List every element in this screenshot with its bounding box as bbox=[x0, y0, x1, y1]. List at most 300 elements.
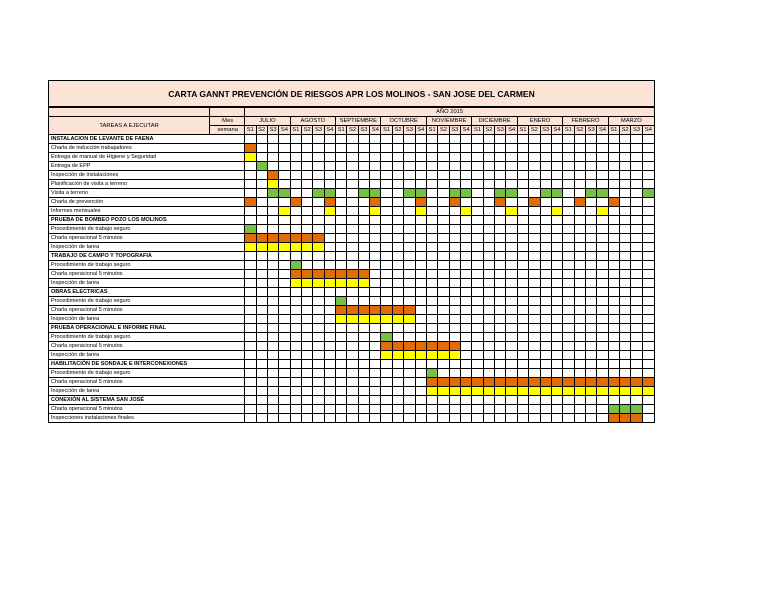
gantt-cell bbox=[551, 216, 562, 225]
gantt-cell bbox=[483, 162, 494, 171]
gantt-cell bbox=[358, 198, 369, 207]
gantt-cell bbox=[461, 252, 472, 261]
gantt-cell bbox=[574, 189, 585, 198]
gantt-cell bbox=[563, 189, 574, 198]
gantt-cell bbox=[381, 198, 392, 207]
gantt-cell bbox=[301, 360, 312, 369]
gantt-cell bbox=[256, 378, 267, 387]
section-title: TRABAJO DE CAMPO Y TOPOGRAFIA bbox=[49, 252, 245, 261]
gantt-cell bbox=[574, 207, 585, 216]
gantt-cell bbox=[313, 144, 324, 153]
gantt-cell bbox=[290, 405, 301, 414]
task-label: Charla operacional 5 minutos bbox=[49, 306, 245, 315]
gantt-cell bbox=[279, 207, 290, 216]
gantt-cell bbox=[404, 360, 415, 369]
gantt-cell bbox=[347, 252, 358, 261]
gantt-cell bbox=[438, 351, 449, 360]
gantt-table bbox=[48, 107, 655, 423]
gantt-cell bbox=[461, 288, 472, 297]
gantt-cell bbox=[597, 342, 608, 351]
gantt-cell bbox=[267, 162, 278, 171]
gantt-cell bbox=[415, 405, 426, 414]
gantt-cell bbox=[642, 252, 654, 261]
gantt-cell bbox=[290, 135, 301, 144]
gantt-cell bbox=[313, 306, 324, 315]
gantt-cell bbox=[392, 225, 403, 234]
gantt-cell bbox=[256, 324, 267, 333]
week-header: S4 bbox=[324, 126, 335, 135]
gantt-cell bbox=[472, 144, 483, 153]
gantt-cell bbox=[563, 216, 574, 225]
gantt-cell bbox=[472, 243, 483, 252]
gantt-cell bbox=[392, 306, 403, 315]
gantt-cell bbox=[574, 405, 585, 414]
gantt-cell bbox=[608, 306, 619, 315]
gantt-cell bbox=[540, 198, 551, 207]
gantt-cell bbox=[483, 234, 494, 243]
gantt-cell bbox=[426, 261, 437, 270]
gantt-cell bbox=[563, 351, 574, 360]
gantt-cell bbox=[551, 405, 562, 414]
gantt-cell bbox=[370, 378, 381, 387]
gantt-cell bbox=[642, 216, 654, 225]
gantt-cell bbox=[336, 180, 347, 189]
gantt-cell bbox=[483, 333, 494, 342]
gantt-cell bbox=[574, 180, 585, 189]
gantt-cell bbox=[608, 369, 619, 378]
gantt-cell bbox=[529, 342, 540, 351]
gantt-cell bbox=[267, 360, 278, 369]
week-header: S1 bbox=[290, 126, 301, 135]
gantt-cell bbox=[381, 144, 392, 153]
gantt-cell bbox=[245, 198, 256, 207]
gantt-cell bbox=[358, 288, 369, 297]
gantt-cell bbox=[336, 414, 347, 423]
gantt-cell bbox=[620, 414, 631, 423]
gantt-cell bbox=[574, 360, 585, 369]
gantt-cell bbox=[324, 135, 335, 144]
gantt-cell bbox=[313, 333, 324, 342]
gantt-cell bbox=[472, 198, 483, 207]
gantt-cell bbox=[540, 288, 551, 297]
gantt-cell bbox=[336, 387, 347, 396]
gantt-cell bbox=[256, 342, 267, 351]
gantt-cell bbox=[495, 378, 506, 387]
gantt-cell bbox=[256, 234, 267, 243]
gantt-cell bbox=[267, 387, 278, 396]
gantt-cell bbox=[347, 369, 358, 378]
gantt-cell bbox=[608, 351, 619, 360]
gantt-cell bbox=[256, 315, 267, 324]
gantt-cell bbox=[358, 261, 369, 270]
gantt-cell bbox=[256, 153, 267, 162]
gantt-cell bbox=[517, 153, 528, 162]
task-row bbox=[49, 405, 655, 414]
gantt-cell bbox=[267, 144, 278, 153]
gantt-cell bbox=[313, 387, 324, 396]
gantt-cell bbox=[483, 306, 494, 315]
gantt-cell bbox=[301, 180, 312, 189]
gantt-cell bbox=[290, 144, 301, 153]
gantt-cell bbox=[336, 261, 347, 270]
gantt-cell bbox=[279, 333, 290, 342]
gantt-cell bbox=[370, 324, 381, 333]
gantt-cell bbox=[642, 189, 654, 198]
gantt-cell bbox=[529, 144, 540, 153]
gantt-cell bbox=[483, 270, 494, 279]
gantt-cell bbox=[245, 279, 256, 288]
gantt-cell bbox=[483, 369, 494, 378]
gantt-cell bbox=[290, 387, 301, 396]
gantt-cell bbox=[472, 207, 483, 216]
gantt-cell bbox=[245, 225, 256, 234]
gantt-cell bbox=[574, 135, 585, 144]
gantt-cell bbox=[540, 333, 551, 342]
gantt-cell bbox=[336, 153, 347, 162]
gantt-cell bbox=[415, 306, 426, 315]
gantt-cell bbox=[245, 243, 256, 252]
week-header: S3 bbox=[495, 126, 506, 135]
gantt-cell bbox=[517, 351, 528, 360]
gantt-cell bbox=[347, 144, 358, 153]
gantt-cell bbox=[301, 252, 312, 261]
gantt-cell bbox=[404, 324, 415, 333]
gantt-cell bbox=[245, 414, 256, 423]
gantt-cell bbox=[631, 279, 642, 288]
section-row bbox=[49, 252, 655, 261]
week-header: S3 bbox=[358, 126, 369, 135]
gantt-cell bbox=[347, 189, 358, 198]
gantt-cell bbox=[290, 261, 301, 270]
gantt-cell bbox=[608, 279, 619, 288]
gantt-cell bbox=[563, 297, 574, 306]
gantt-cell bbox=[563, 198, 574, 207]
gantt-cell bbox=[324, 315, 335, 324]
gantt-cell bbox=[506, 297, 517, 306]
gantt-cell bbox=[620, 144, 631, 153]
gantt-cell bbox=[529, 396, 540, 405]
gantt-cell bbox=[415, 333, 426, 342]
gantt-cell bbox=[597, 171, 608, 180]
gantt-cell bbox=[540, 135, 551, 144]
section-row bbox=[49, 216, 655, 225]
gantt-cell bbox=[517, 171, 528, 180]
gantt-cell bbox=[301, 279, 312, 288]
gantt-cell bbox=[563, 378, 574, 387]
task-label: Charla operacional 5 minutos bbox=[49, 234, 245, 243]
task-row bbox=[49, 342, 655, 351]
gantt-cell bbox=[279, 225, 290, 234]
gantt-cell bbox=[574, 144, 585, 153]
gantt-cell bbox=[631, 171, 642, 180]
gantt-cell bbox=[358, 342, 369, 351]
gantt-cell bbox=[415, 234, 426, 243]
gantt-cell bbox=[563, 369, 574, 378]
section-row bbox=[49, 135, 655, 144]
gantt-cell bbox=[438, 243, 449, 252]
gantt-cell bbox=[438, 378, 449, 387]
gantt-cell bbox=[392, 324, 403, 333]
gantt-cell bbox=[563, 387, 574, 396]
gantt-cell bbox=[301, 342, 312, 351]
gantt-cell bbox=[472, 306, 483, 315]
gantt-cell bbox=[415, 342, 426, 351]
week-header: S1 bbox=[336, 126, 347, 135]
gantt-cell bbox=[631, 342, 642, 351]
gantt-cell bbox=[517, 369, 528, 378]
gantt-cell bbox=[313, 369, 324, 378]
gantt-cell bbox=[438, 369, 449, 378]
gantt-cell bbox=[506, 414, 517, 423]
gantt-cell bbox=[415, 171, 426, 180]
gantt-cell bbox=[449, 189, 460, 198]
gantt-cell bbox=[506, 252, 517, 261]
week-header: S4 bbox=[597, 126, 608, 135]
gantt-cell bbox=[551, 288, 562, 297]
gantt-cell bbox=[358, 351, 369, 360]
gantt-cell bbox=[313, 279, 324, 288]
gantt-cell bbox=[392, 243, 403, 252]
gantt-cell bbox=[301, 207, 312, 216]
gantt-cell bbox=[506, 342, 517, 351]
gantt-cell bbox=[279, 288, 290, 297]
gantt-cell bbox=[631, 216, 642, 225]
gantt-cell bbox=[472, 342, 483, 351]
gantt-cell bbox=[301, 189, 312, 198]
chart-title: CARTA GANNT PREVENCIÓN DE RIESGOS APR LOS MOLINOS - SAN JOSE DEL CARMEN bbox=[48, 80, 655, 107]
gantt-cell bbox=[585, 171, 596, 180]
gantt-cell bbox=[517, 396, 528, 405]
gantt-cell bbox=[608, 180, 619, 189]
gantt-cell bbox=[301, 414, 312, 423]
section-title: PRUEBA OPERACIONAL E INFORME FINAL bbox=[49, 324, 245, 333]
gantt-cell bbox=[381, 297, 392, 306]
gantt-cell bbox=[472, 378, 483, 387]
gantt-cell bbox=[426, 342, 437, 351]
gantt-cell bbox=[370, 387, 381, 396]
task-label: Charla operacional 5 minutos bbox=[49, 378, 245, 387]
gantt-cell bbox=[574, 315, 585, 324]
gantt-cell bbox=[483, 396, 494, 405]
gantt-cell bbox=[517, 414, 528, 423]
gantt-cell bbox=[506, 369, 517, 378]
gantt-cell bbox=[472, 396, 483, 405]
gantt-cell bbox=[404, 342, 415, 351]
gantt-cell bbox=[324, 162, 335, 171]
week-header: S4 bbox=[506, 126, 517, 135]
month-row bbox=[49, 117, 655, 126]
task-row bbox=[49, 270, 655, 279]
gantt-cell bbox=[574, 342, 585, 351]
gantt-cell bbox=[495, 342, 506, 351]
gantt-cell bbox=[404, 153, 415, 162]
gantt-cell bbox=[540, 324, 551, 333]
task-row bbox=[49, 333, 655, 342]
week-header: S1 bbox=[608, 126, 619, 135]
gantt-cell bbox=[620, 261, 631, 270]
task-label: Informes mensuales bbox=[49, 207, 245, 216]
gantt-cell bbox=[495, 279, 506, 288]
gantt-cell bbox=[506, 144, 517, 153]
gantt-cell bbox=[370, 351, 381, 360]
gantt-cell bbox=[404, 387, 415, 396]
gantt-cell bbox=[620, 180, 631, 189]
gantt-cell bbox=[245, 162, 256, 171]
gantt-cell bbox=[324, 225, 335, 234]
gantt-cell bbox=[563, 261, 574, 270]
gantt-cell bbox=[415, 387, 426, 396]
gantt-cell bbox=[472, 405, 483, 414]
gantt-cell bbox=[495, 333, 506, 342]
gantt-cell bbox=[370, 207, 381, 216]
gantt-cell bbox=[267, 315, 278, 324]
gantt-cell bbox=[449, 378, 460, 387]
gantt-cell bbox=[370, 270, 381, 279]
gantt-cell bbox=[631, 198, 642, 207]
gantt-cell bbox=[404, 135, 415, 144]
gantt-cell bbox=[415, 378, 426, 387]
gantt-cell bbox=[392, 342, 403, 351]
gantt-cell bbox=[631, 234, 642, 243]
gantt-cell bbox=[426, 252, 437, 261]
gantt-cell bbox=[585, 153, 596, 162]
gantt-cell bbox=[438, 315, 449, 324]
gantt-cell bbox=[529, 234, 540, 243]
gantt-cell bbox=[245, 288, 256, 297]
gantt-cell bbox=[620, 207, 631, 216]
gantt-cell bbox=[313, 225, 324, 234]
gantt-cell bbox=[426, 288, 437, 297]
gantt-cell bbox=[483, 198, 494, 207]
gantt-cell bbox=[313, 252, 324, 261]
gantt-cell bbox=[392, 207, 403, 216]
gantt-cell bbox=[279, 243, 290, 252]
gantt-cell bbox=[506, 180, 517, 189]
gantt-cell bbox=[517, 387, 528, 396]
gantt-cell bbox=[540, 252, 551, 261]
week-header: S1 bbox=[426, 126, 437, 135]
gantt-cell bbox=[438, 387, 449, 396]
gantt-cell bbox=[415, 189, 426, 198]
gantt-cell bbox=[426, 207, 437, 216]
gantt-cell bbox=[404, 198, 415, 207]
gantt-cell bbox=[461, 243, 472, 252]
gantt-cell bbox=[256, 396, 267, 405]
gantt-cell bbox=[483, 216, 494, 225]
gantt-cell bbox=[279, 153, 290, 162]
gantt-cell bbox=[551, 315, 562, 324]
gantt-cell bbox=[336, 207, 347, 216]
gantt-cell bbox=[313, 171, 324, 180]
task-row bbox=[49, 144, 655, 153]
gantt-cell bbox=[597, 153, 608, 162]
week-header: S2 bbox=[347, 126, 358, 135]
gantt-cell bbox=[472, 324, 483, 333]
gantt-cell bbox=[279, 324, 290, 333]
gantt-cell bbox=[472, 279, 483, 288]
gantt-cell bbox=[290, 315, 301, 324]
gantt-cell bbox=[267, 351, 278, 360]
task-row bbox=[49, 234, 655, 243]
gantt-cell bbox=[483, 288, 494, 297]
gantt-cell bbox=[267, 306, 278, 315]
gantt-cell bbox=[551, 297, 562, 306]
gantt-cell bbox=[426, 360, 437, 369]
gantt-cell bbox=[245, 342, 256, 351]
gantt-cell bbox=[506, 270, 517, 279]
gantt-cell bbox=[472, 369, 483, 378]
gantt-cell bbox=[245, 189, 256, 198]
gantt-cell bbox=[279, 315, 290, 324]
gantt-cell bbox=[256, 297, 267, 306]
task-label: Inspección de tarea bbox=[49, 243, 245, 252]
gantt-cell bbox=[620, 234, 631, 243]
gantt-cell bbox=[608, 153, 619, 162]
gantt-cell bbox=[585, 270, 596, 279]
gantt-cell bbox=[472, 261, 483, 270]
gantt-cell bbox=[563, 225, 574, 234]
gantt-cell bbox=[472, 162, 483, 171]
task-label: Inspección de tarea bbox=[49, 351, 245, 360]
gantt-cell bbox=[642, 288, 654, 297]
gantt-cell bbox=[336, 216, 347, 225]
gantt-cell bbox=[461, 171, 472, 180]
gantt-cell bbox=[426, 171, 437, 180]
gantt-cell bbox=[370, 198, 381, 207]
gantt-cell bbox=[620, 216, 631, 225]
gantt-cell bbox=[347, 171, 358, 180]
gantt-cell bbox=[574, 396, 585, 405]
month-header: AGOSTO bbox=[290, 117, 335, 126]
gantt-cell bbox=[404, 306, 415, 315]
gantt-cell bbox=[358, 243, 369, 252]
gantt-cell bbox=[324, 252, 335, 261]
gantt-cell bbox=[574, 162, 585, 171]
gantt-cell bbox=[631, 189, 642, 198]
gantt-cell bbox=[529, 198, 540, 207]
gantt-cell bbox=[574, 198, 585, 207]
gantt-cell bbox=[608, 207, 619, 216]
gantt-cell bbox=[279, 297, 290, 306]
gantt-cell bbox=[585, 405, 596, 414]
gantt-cell bbox=[313, 234, 324, 243]
gantt-cell bbox=[415, 288, 426, 297]
gantt-cell bbox=[620, 288, 631, 297]
gantt-cell bbox=[529, 171, 540, 180]
gantt-cell bbox=[256, 279, 267, 288]
gantt-cell bbox=[267, 171, 278, 180]
gantt-cell bbox=[324, 261, 335, 270]
gantt-cell bbox=[495, 234, 506, 243]
gantt-cell bbox=[529, 315, 540, 324]
gantt-cell bbox=[597, 180, 608, 189]
gantt-cell bbox=[381, 306, 392, 315]
gantt-cell bbox=[506, 171, 517, 180]
gantt-cell bbox=[381, 360, 392, 369]
gantt-cell bbox=[483, 387, 494, 396]
gantt-cell bbox=[381, 180, 392, 189]
gantt-cell bbox=[585, 414, 596, 423]
gantt-cell bbox=[597, 369, 608, 378]
gantt-cell bbox=[267, 234, 278, 243]
gantt-cell bbox=[336, 252, 347, 261]
gantt-cell bbox=[370, 243, 381, 252]
gantt-cell bbox=[620, 324, 631, 333]
gantt-cell bbox=[529, 180, 540, 189]
gantt-cell bbox=[415, 153, 426, 162]
gantt-cell bbox=[347, 225, 358, 234]
gantt-cell bbox=[608, 225, 619, 234]
